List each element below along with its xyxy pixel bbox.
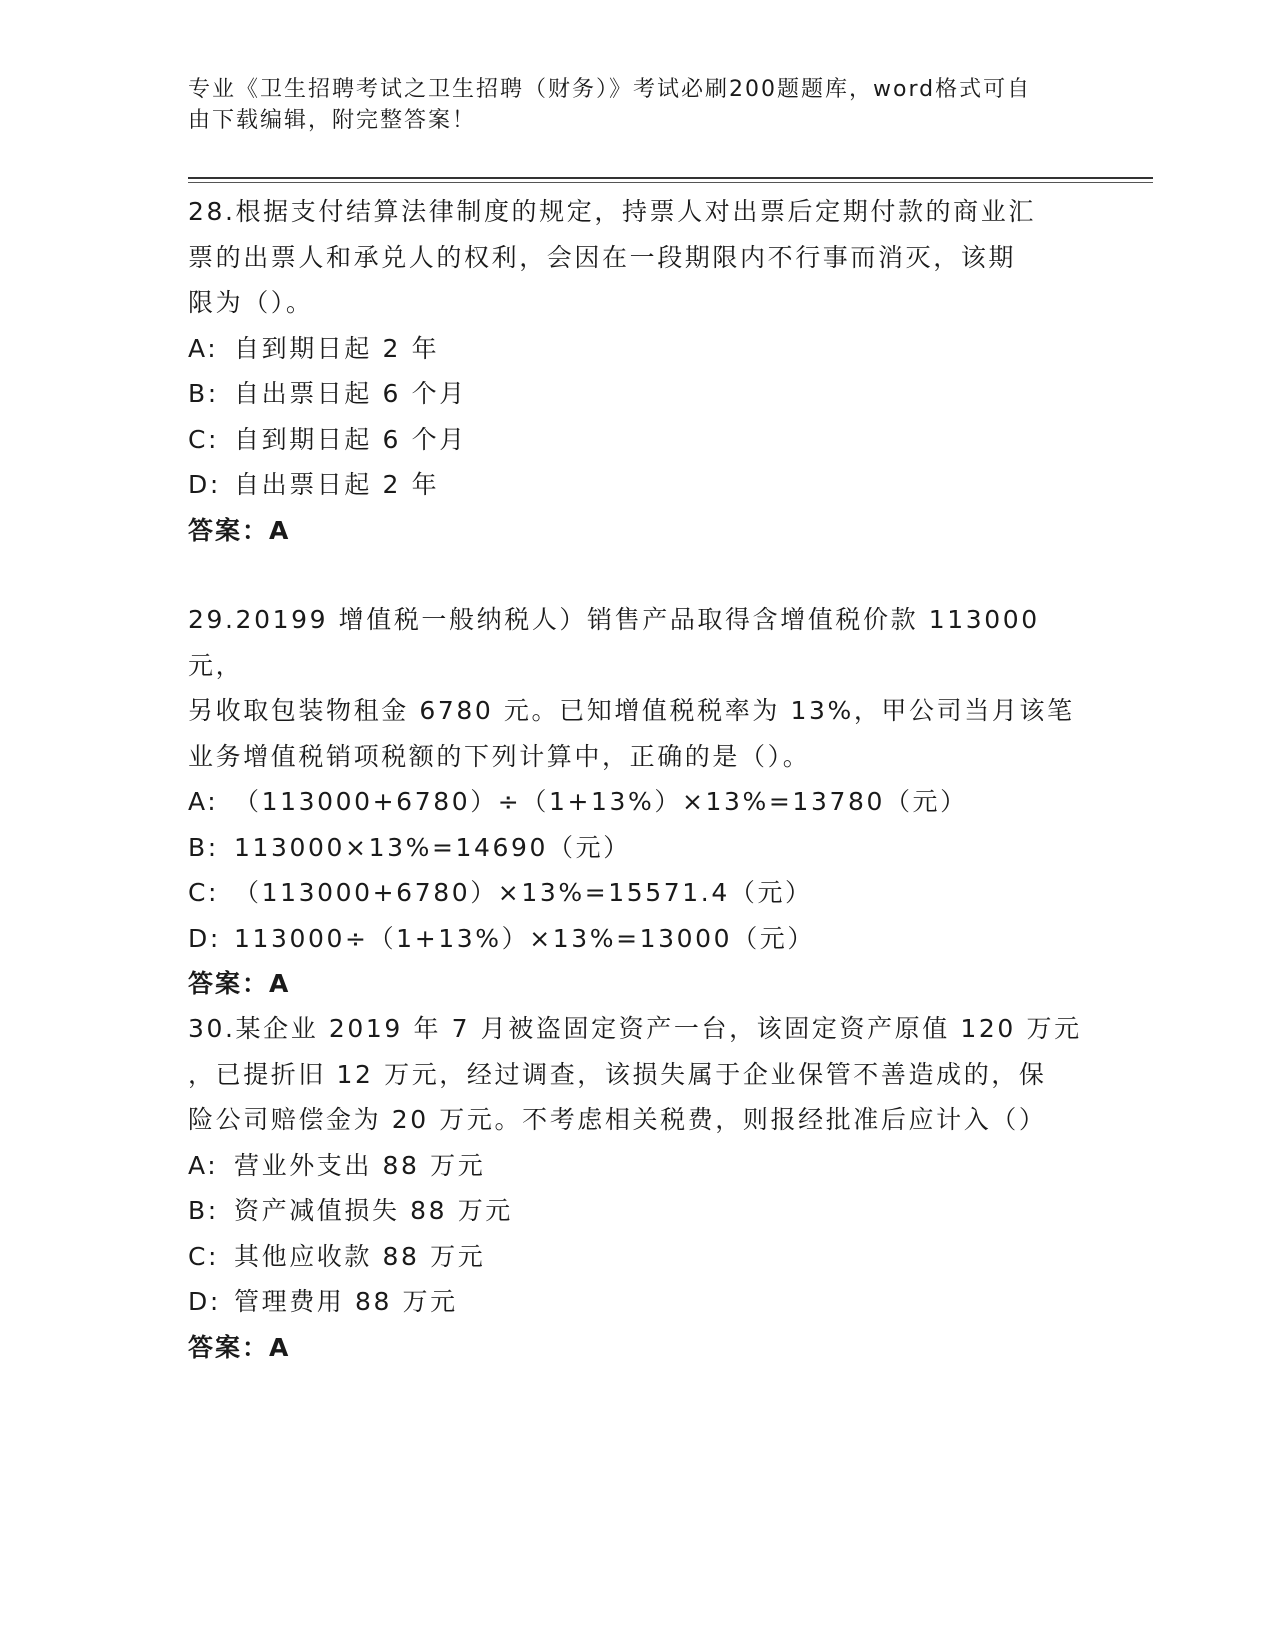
option-text: 资产减值损失 88 万元 (234, 1196, 513, 1225)
question-28 (188, 189, 1088, 553)
question-30 (188, 1006, 1088, 1370)
option-d (188, 462, 1088, 508)
option-text: 管理费用 88 万元 (234, 1287, 458, 1316)
option-text: 自到期日起 2 年 (234, 333, 440, 363)
option-d (188, 1279, 1088, 1325)
question-stem-line: 30.某企业 2019 年 7 月被盗固定资产一台，该固定资产原值 120 万元 (188, 1014, 1082, 1043)
question-stem-line: 险公司赔偿金为 20 万元。不考虑相关税费，则报经批准后应计入（） (188, 1105, 1047, 1134)
option-key: C: (188, 878, 220, 907)
option-text: （113000+6780）×13%=15571.4（元） (234, 878, 813, 907)
option-text: 其他应收款 88 万元 (234, 1241, 486, 1271)
question-stem-line: 29.20199 增值税一般纳税人）销售产品取得含增值税价款 113000 元， (188, 605, 1040, 680)
option-key: B: (188, 379, 219, 408)
option-c (188, 417, 1088, 463)
option-text: 营业外支出 88 万元 (234, 1150, 486, 1180)
option-key: D: (188, 470, 221, 499)
question-stem-line: 28.根据支付结算法律制度的规定，持票人对出票后定期付款的商业汇 (188, 197, 1036, 226)
answer-value: A (269, 1332, 291, 1362)
option-c (188, 1234, 1088, 1280)
question-stem-line: ，已提折旧 12 万元，经过调查，该损失属于企业保管不善造成的，保 (188, 1059, 1047, 1089)
option-text: 自出票日起 6 个月 (234, 379, 467, 408)
question-stem-line: 限为（）。 (188, 288, 314, 317)
option-key: D: (188, 923, 221, 953)
option-key: B: (188, 1196, 219, 1225)
answer-value: A (269, 515, 291, 545)
answer (188, 961, 1088, 1007)
answer-label: 答案： (188, 1332, 270, 1362)
answer (188, 508, 1088, 554)
option-key: D: (188, 1287, 221, 1316)
answer (188, 1325, 1088, 1371)
option-c (188, 870, 1088, 916)
question-stem-line: 业务增值税销项税额的下列计算中，正确的是（）。 (188, 741, 811, 771)
option-key: A: (188, 333, 219, 363)
header-line-1: 专业《卫生招聘考试之卫生招聘（财务）》考试必刷200题题库，word格式可自 (188, 77, 1032, 102)
option-key: B: (188, 832, 219, 862)
question-stem-line: 另收取包装物租金 6780 元。已知增值税税率为 13%，甲公司当月该笔 (188, 696, 1075, 725)
option-key: C: (188, 1241, 220, 1271)
option-text: 自出票日起 2 年 (234, 470, 440, 499)
option-text: （113000+6780）÷（1+13%）×13%=13780（元） (234, 787, 968, 816)
option-text: 自到期日起 6 个月 (234, 424, 467, 454)
answer-label: 答案： (188, 969, 270, 998)
option-key: A: (188, 787, 219, 816)
option-text: 113000÷（1+13%）×13%=13000（元） (234, 923, 815, 953)
option-text: 113000×13%=14690（元） (234, 832, 631, 862)
header-line-2: 由下载编辑，附完整答案！ (188, 108, 477, 133)
header-divider-thin (188, 182, 1153, 183)
question-29 (188, 597, 1088, 1007)
option-key: A: (188, 1150, 219, 1180)
option-b (188, 371, 1088, 417)
option-key: C: (188, 424, 220, 454)
question-stem-line: 票的出票人和承兑人的权利，会因在一段期限内不行事而消灭，该期 (188, 242, 1017, 272)
option-b (188, 825, 1088, 871)
option-a (188, 326, 1088, 372)
option-b (188, 1188, 1088, 1234)
answer-value: A (269, 969, 291, 998)
header-divider-thick (188, 177, 1153, 179)
document-header (188, 74, 1068, 136)
option-a (188, 779, 1088, 825)
answer-label: 答案： (188, 515, 270, 545)
option-d (188, 916, 1088, 962)
option-a (188, 1143, 1088, 1189)
